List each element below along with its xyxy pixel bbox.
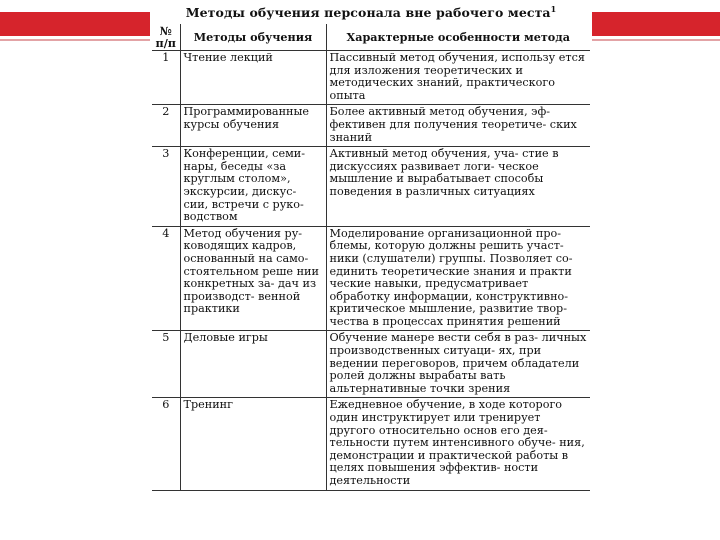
table-row	[152, 331, 590, 398]
row-method: Деловые игры	[180, 331, 326, 398]
table-row	[152, 105, 590, 147]
document-title	[150, 0, 592, 22]
header-method: Методы обучения	[180, 24, 326, 51]
header-number: № п/п	[152, 24, 180, 51]
decorative-red-bar-right	[592, 12, 720, 36]
table-header-row	[152, 24, 590, 51]
row-number: 5	[152, 331, 180, 398]
row-number: 3	[152, 147, 180, 227]
title-footnote-marker: 1	[550, 4, 557, 14]
methods-table	[152, 24, 590, 491]
row-description: Активный метод обучения, уча- стие в дискуссиях развивает логи- ческое мышление и вырабатывает способы поведения в различных ситуациях	[326, 147, 590, 227]
row-method: Тренинг	[180, 398, 326, 490]
table-row	[152, 398, 590, 490]
row-description: Более активный метод обучения, эф- фективен для получения теоретиче- ских знаний	[326, 105, 590, 147]
row-number: 1	[152, 51, 180, 105]
row-method: Чтение лекций	[180, 51, 326, 105]
row-number: 6	[152, 398, 180, 490]
table-row	[152, 147, 590, 227]
document-page	[150, 0, 592, 540]
title-text: Методы обучения персонала вне рабочего места	[185, 5, 551, 21]
row-number: 2	[152, 105, 180, 147]
row-method: Конференции, семи- нары, беседы «за круглым столом», экскурсии, дискус- сии, встречи с руко- водством	[180, 147, 326, 227]
row-description: Обучение манере вести себя в раз- личных производственных ситуаци- ях, при ведении переговоров, причем обладатели ролей должны вырабаты вать альтернативные точки зрения	[326, 331, 590, 398]
table-row	[152, 51, 590, 105]
row-method: Метод обучения ру- ководящих кадров, основанный на само- стоятельном реше нии конкретных за- дач из производст- венной практики	[180, 226, 326, 331]
row-method: Программированные курсы обучения	[180, 105, 326, 147]
decorative-red-bar-left	[0, 12, 150, 36]
row-description: Пассивный метод обучения, использу ется для изложения теоретических и методических знаний, практического опыта	[326, 51, 590, 105]
row-description: Моделирование организационной про- блемы, которую должны решить участ- ники (слушатели) группы. Позволяет со- единить теоретические знания и практи ческие навыки, предусматривает обработку информации, конструктивно- критическое мышление, развитие твор- чества в процессах принятия решений	[326, 226, 590, 331]
row-description: Ежедневное обучение, в ходе которого один инструктирует или тренирует другого относительно основ его дея- тельности путем интенсивного обуче- ния, демонстрации и практической работы в целях повышения эффектив- ности деятельности	[326, 398, 590, 490]
header-description: Характерные особенности метода	[326, 24, 590, 51]
table-row	[152, 226, 590, 331]
row-number: 4	[152, 226, 180, 331]
